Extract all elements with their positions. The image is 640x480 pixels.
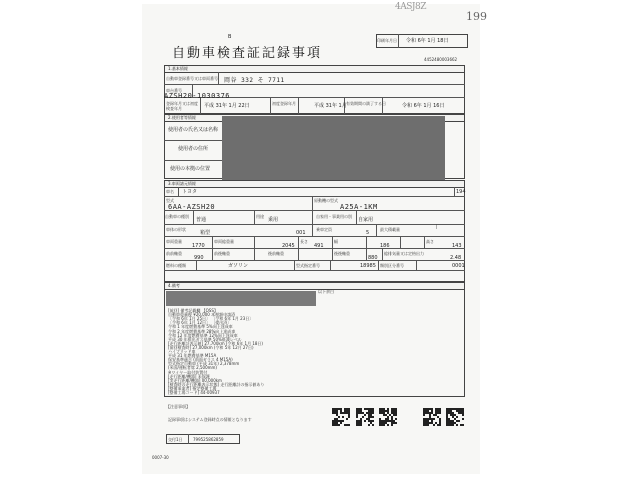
print-date-value: 令和 6年 1月 18日 (406, 38, 449, 44)
document-title: 自動車検査証記録事項 (172, 46, 323, 61)
type-cert-value: 18985 (360, 263, 376, 269)
first-reg-value: 平成 31年 1月 22日 (204, 103, 250, 109)
purpose-value: 自家用 (358, 217, 374, 223)
category-label: 類別区分番号 (380, 263, 404, 268)
shape-value: 箱型 (200, 230, 211, 236)
remarks-line: 令和 2 年度燃費基準 28%向上達成車 (168, 328, 236, 334)
shape-code: 001 (296, 230, 306, 236)
chassis-number-value: AZSH20-1030376 (164, 92, 231, 100)
section-remarks-header: 4.備考 (164, 282, 465, 289)
remarks-line: 令和 1 年度燃費基準 5%向上達成車 (168, 324, 233, 330)
maker-code: 194 (456, 189, 466, 195)
remarks-line: 型式指定自動車 (平成 31年) 2,378mm (168, 361, 240, 367)
form-letter: B (228, 34, 232, 40)
use-label: 用途 (256, 214, 264, 219)
form-label: 交付1日 (168, 437, 183, 442)
rear-axle-value: 880 (368, 255, 378, 261)
reg-number-label: 自動車登録番号又は車両番号 (166, 76, 218, 81)
remarks-line: [整備工場コード] 44-00937 (168, 390, 220, 395)
qr-code-2 (355, 408, 375, 426)
length-value: 491 (314, 243, 324, 249)
reg-number-value: 岡谷 332 そ 7711 (224, 77, 285, 84)
user-address-label: 使用者の住所 (178, 146, 209, 152)
total-weight-label: 車両総重量 (214, 239, 234, 244)
section-user-header: 2.使用者等情報 (164, 114, 465, 121)
redacted-remarks (166, 291, 316, 306)
remarks-line: 〔令和 6年 1月 12日〕 〔提出済〕 (168, 320, 232, 326)
width-label: 幅 (334, 239, 338, 244)
front-axle-label: 前前軸重 (166, 251, 182, 256)
qr-code-1 (331, 408, 351, 426)
qr-code-4 (422, 408, 442, 426)
form-number: 799525862859 (193, 437, 224, 442)
length-label: 長さ (300, 239, 308, 244)
remarks-line: [前回] 備考記載欄 【OSS】 (168, 308, 218, 313)
remarks-line: 〔令和 6年 1月 25日〕 〔令和 6年 1月 23日〕 (168, 316, 254, 322)
chassis-number-label: 車台番号 (166, 88, 182, 93)
remarks-line: 自動車重量税 ¥20,000 本税額申請済 (168, 312, 236, 318)
displacement-value: 2.48 (450, 255, 462, 261)
model-value: 6AA-AZSH20 (168, 203, 216, 211)
type-cert-label: 型式指定番号 (296, 263, 320, 268)
maker-value: トヨタ (182, 189, 198, 195)
form-code: 0007-30 (152, 455, 169, 460)
first-reg-value-2: 平成 31年 1月 (314, 103, 347, 109)
fuel-label: 燃料の種類 (166, 263, 186, 268)
remarks-line: 平成 30 年排出ガス基準 50%低減レベル (168, 336, 242, 342)
qr-code-5 (445, 408, 465, 426)
page-number: 199 (466, 10, 487, 23)
remarks-line: [前回検査時] 27,000km (令和 5年 12月 27日) (168, 344, 254, 350)
print-date-label: 印刷年月日 (377, 38, 397, 43)
front-axle-value: 990 (194, 255, 204, 261)
capacity-value: 5 (366, 230, 370, 236)
scan-page: 4ASJ8Z 199 B 自動車検査証記録事項 印刷年月日 令和 6年 1月 18日 4452480003662 1.基本情報 自動車登録番号又は車両番号 岡谷 332 そ 7711 車台番号 AZSH20-1030376 登録年月又は初度検査年月 平成 31年 1月 22日 初度登録年月 平成 31年 1月 有効期間の満了する日 令和 6年 1月 16日 2.使用者等情報 使用者の氏名又は名称 使用者の住所 使用の本拠の位置 3.車両諸元情報 車名 トヨタ 194 型式 6AA-AZSH20 原動機の型式 A25A-1KM 自動車の種別 普通 用途 乗用 自家用・事業用の別 自家用 車体の形状 箱型 001 乗車定員 5 最大積載量 車両重量 1770 車両総重量 2045 長さ 491 幅 186 高さ 143 前前軸重 990 前後軸重 後前軸重 後後軸重 880 総排気量又は定格出力 2.48 燃料の種類 ガソリン 型式指定番号 18985 類別区分番号 0001 | 4.備考 以下余白 [前回] 備考記載欄 【OSS】 自動車重量税 ¥20,000 本税額申請済 〔令和 6年 1月 25日〕 〔令和 6年 1月 23日〕 〔令和 6年 1月 12日〕 〔提出済〕 令和 1 年度燃費基準 5%向上達成車 令和 2 年度燃費基準 28%向上達成車 令和 12 年度燃費基準 12%向上達成車 平成 30 年排出ガス基準 50%低減レベル [走行距離計表示値] 27,700km (令和 6年 1月 18日) [前回検査時] 27,000km (令和 5年 12月 27日) ハイブリッド車 平成 31 年燃費基準 M15A 保安基準適合 (前面ガラス 4 M15A) 型式指定自動車 (平成 31年) 2,378mm (米国/運転者席 2,500mm) ※ワイヤー取付装置付 [走行距離/機器] 未保護 [実走行距離/機器] 00,000km [検査時の走行距離表示状態] 走行距離計の指示値あり [整備事業者] 指定整備工場 [整備工場コード] 44-00937 【注意事項】 記録事項はシステム登録時点の情報となります 交付1日 799525862859 0007-30 (0, 0, 640, 480)
redacted-user-info (222, 116, 445, 182)
maker-label: 車名 (166, 189, 174, 194)
remarks-line: 令和 12 年度燃費基準 12%向上達成車 (168, 332, 238, 338)
section-basic-header: 1.基本情報 (164, 65, 465, 72)
notice-heading: 【注意事項】 (166, 404, 190, 409)
base-location-label: 使用の本拠の位置 (170, 166, 211, 172)
rear-front-axle-label: 後前軸重 (268, 251, 284, 256)
model-label: 型式 (166, 198, 174, 203)
kind-label: 自動車の種別 (165, 214, 189, 219)
engine-value: A25A-1KM (340, 203, 378, 211)
use-value: 乗用 (268, 217, 279, 223)
qr-code-3 (378, 408, 398, 426)
max-load-label: 最大積載量 (380, 227, 400, 232)
remarks-line: [走行距離計表示値] 27,700km (令和 6年 1月 18日) (168, 340, 263, 346)
remarks-line: 平成 31 年燃費基準 M15A (168, 353, 217, 359)
notice-text: 記録事項はシステム登録時点の情報となります (168, 417, 252, 422)
section-vehicle-header: 3.車両諸元情報 (164, 180, 465, 187)
remarks-line: [走行距離/機器] 未保護 (168, 373, 210, 379)
weight-value: 1770 (192, 243, 205, 249)
engine-label: 原動機の型式 (314, 198, 338, 203)
remarks-continued: 以下余白 (318, 289, 334, 294)
remarks-line: (米国/運転者席 2,500mm) (168, 365, 217, 371)
weight-label: 車両重量 (166, 239, 182, 244)
fuel-value: ガソリン (228, 263, 249, 269)
remarks-line: ハイブリッド車 (168, 349, 196, 354)
handwritten-mark: 4ASJ8Z (395, 2, 426, 12)
kind-value: 普通 (196, 217, 207, 223)
expiry-value: 令和 6年 1月 16日 (402, 103, 445, 109)
purpose-label: 自家用・事業用の別 (316, 214, 352, 219)
remarks-line: [実走行距離/機器] 00,000km (168, 377, 222, 383)
rear-axle-label: 後後軸重 (334, 251, 350, 256)
displacement-label: 総排気量又は定格出力 (384, 251, 424, 256)
remarks-line: 保安基準適合 (前面ガラス 4 M15A) (168, 357, 233, 363)
height-label: 高さ (426, 239, 434, 244)
user-name-label: 使用者の氏名又は名称 (168, 127, 219, 133)
capacity-label: 乗車定員 (316, 227, 332, 232)
document-number: 4452480003662 (424, 57, 458, 62)
width-value: 186 (380, 243, 390, 249)
shape-label: 車体の形状 (166, 227, 186, 232)
expiry-label: 有効期間の満了する日 (346, 101, 386, 106)
front-rear-axle-label: 前後軸重 (214, 251, 230, 256)
remarks-line: ※ワイヤー取付装置付 (168, 369, 208, 375)
category-value: 0001 (452, 263, 465, 269)
remarks-line: [検査時の走行距離表示状態] 走行距離計の指示値あり (168, 381, 265, 387)
first-reg-label-2: 初度登録年月 (272, 101, 296, 106)
remarks-line: [整備事業者] 指定整備工場 (168, 385, 217, 391)
first-reg-label: 登録年月又は初度検査年月 (166, 101, 198, 111)
total-weight-value: 2045 (282, 243, 295, 249)
height-value: 143 (452, 243, 462, 249)
